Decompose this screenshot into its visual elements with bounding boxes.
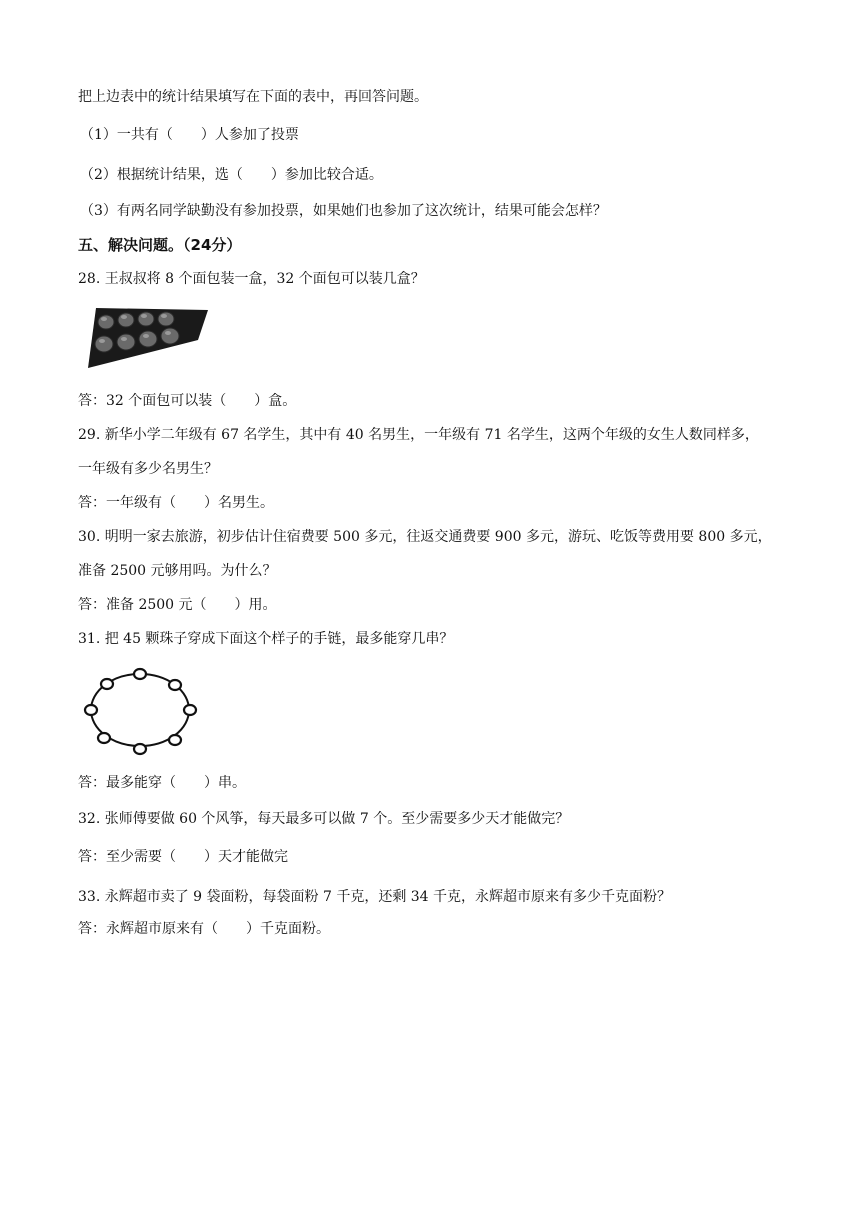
problem-30-answer: 答：准备 2500 元（ ）用。 — [78, 597, 277, 613]
problem-29-question-line2: 一年级有多少名男生？ — [78, 461, 218, 477]
problem-33-question: 33. 永辉超市卖了 9 袋面粉，每袋面粉 7 千克，还剩 34 千克，永辉超市原来有多少千克面粉？ — [78, 889, 672, 905]
bread-tray-image — [84, 304, 214, 372]
problem-30-question-line1: 30. 明明一家去旅游，初步估计住宿费要 500 多元，往返交通费要 900 多元，游玩、吃饭等费用要 800 多元， — [78, 529, 772, 545]
problem-32-question: 32. 张师傅要做 60 个风筝，每天最多可以做 7 个。至少需要多少天才能做完？ — [78, 811, 570, 827]
problem-28-answer: 答：32 个面包可以装（ ）盒。 — [78, 393, 297, 409]
section-title: 五、解决问题。（24分） — [78, 236, 242, 254]
problem-33-answer: 答：永辉超市原来有（ ）千克面粉。 — [78, 921, 330, 937]
problem-28-question: 28. 王叔叔将 8 个面包装一盒，32 个面包可以装几盒？ — [78, 271, 425, 287]
sub-question-2: （2）根据统计结果，选（ ）参加比较合适。 — [80, 167, 383, 183]
problem-29-answer: 答：一年级有（ ）名男生。 — [78, 495, 274, 511]
sub-question-1: （1）一共有（ ）人参加了投票 — [80, 127, 299, 143]
problem-31-answer: 答：最多能穿（ ）串。 — [78, 775, 246, 791]
problem-32-answer: 答：至少需要（ ）天才能做完 — [78, 849, 288, 865]
problem-31-question: 31. 把 45 颗珠子穿成下面这个样子的手链，最多能穿几串？ — [78, 631, 454, 647]
problem-29-question-line1: 29. 新华小学二年级有 67 名学生，其中有 40 名男生，一年级有 71 名学生，这两个年级的女生人数同样多， — [78, 427, 759, 443]
bead-bracelet-image — [82, 664, 200, 758]
sub-question-3: （3）有两名同学缺勤没有参加投票，如果她们也参加了这次统计，结果可能会怎样？ — [80, 203, 607, 219]
intro-text: 把上边表中的统计结果填写在下面的表中，再回答问题。 — [78, 89, 428, 105]
problem-30-question-line2: 准备 2500 元够用吗。为什么？ — [78, 563, 277, 579]
